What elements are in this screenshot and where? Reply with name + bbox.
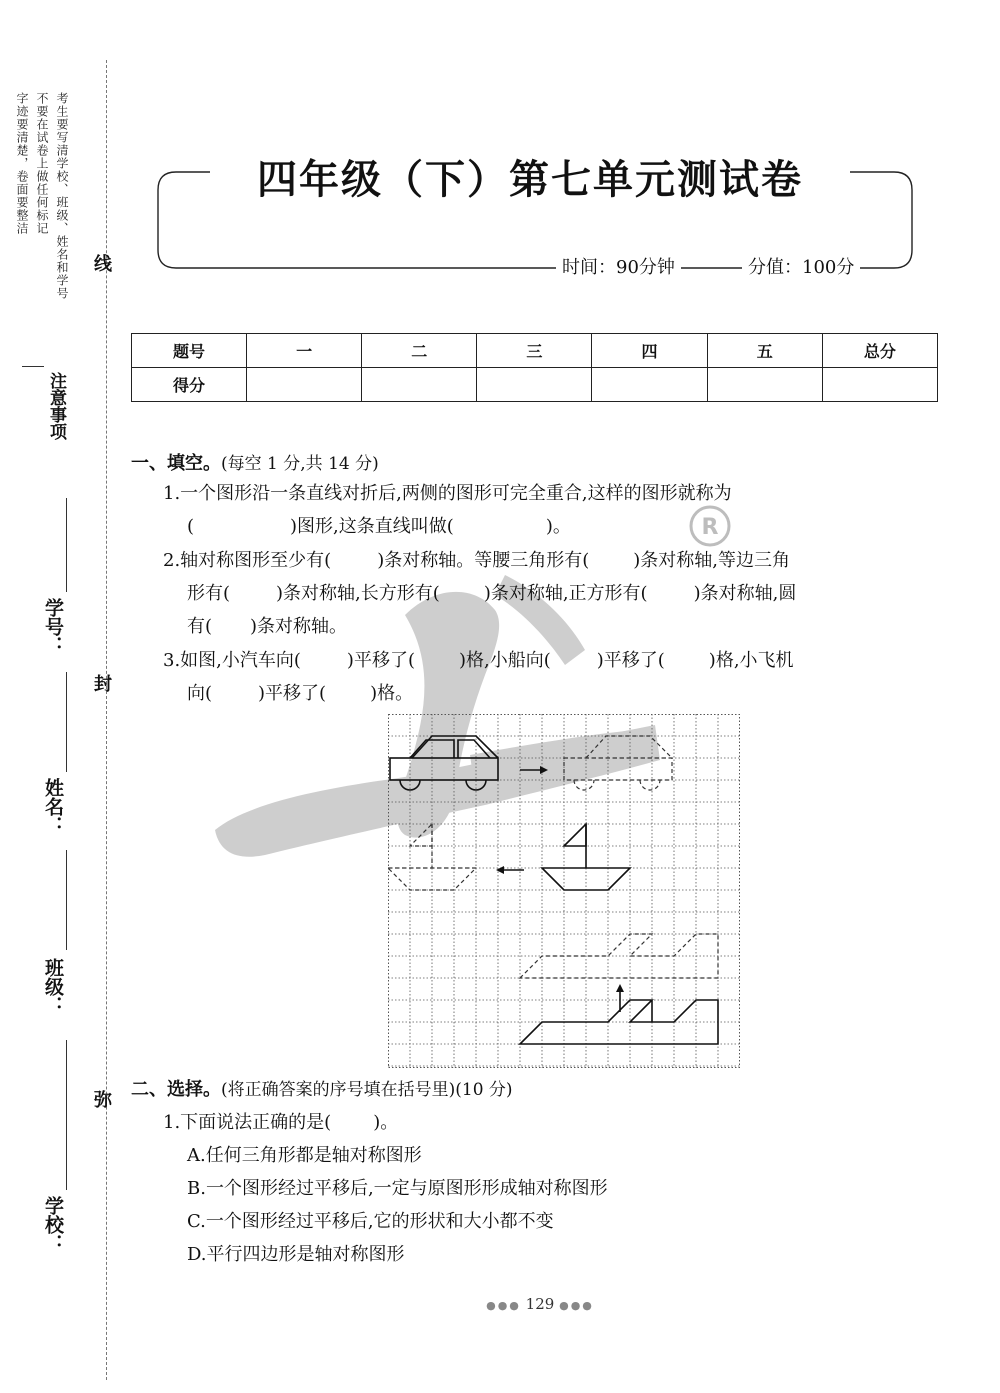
score-table	[131, 333, 938, 402]
notes-title: 注意事项	[46, 372, 66, 440]
option-b[interactable]: B.一个图形经过平移后,一定与原图形形成轴对称图形	[187, 1178, 608, 1199]
score-table-score-row	[132, 368, 938, 402]
boat-shape	[542, 824, 630, 890]
table-header-cell: 四	[592, 334, 707, 368]
grid-dotted-lines	[388, 714, 740, 1068]
student-number-input-line[interactable]	[66, 498, 67, 592]
notes-bracket	[22, 366, 44, 367]
question-1-3	[163, 644, 948, 710]
q3-text: 3.如图,小汽车向(	[163, 650, 301, 671]
q1-text: )。	[545, 516, 571, 537]
q2-line-2	[163, 577, 948, 610]
table-header-cell: 五	[707, 334, 822, 368]
page-number	[470, 1295, 610, 1313]
note-line-2: 不要在试卷上做任何标记	[35, 92, 49, 235]
school-input-line[interactable]	[66, 1040, 67, 1190]
class-input-line[interactable]	[66, 850, 67, 950]
q3-line-2	[163, 677, 948, 710]
score-cell[interactable]	[477, 368, 592, 402]
section-1-note: (每空 1 分,共 14 分)	[221, 454, 379, 474]
q2-text: 形有(	[187, 583, 231, 604]
page-number-value: 129	[525, 1295, 555, 1313]
q3-text: )格,小飞机	[708, 650, 794, 671]
score-cell[interactable]	[822, 368, 937, 402]
note-line-1: 考生要写清学校、班级、姓名和学号	[55, 92, 69, 300]
q2-text: 有(	[187, 616, 213, 637]
option-d[interactable]: D.平行四边形是轴对称图形	[187, 1244, 405, 1265]
q3-text: )格。	[370, 683, 414, 704]
car-translated-dashed	[564, 736, 672, 790]
score-cell[interactable]	[362, 368, 477, 402]
question-2-1	[163, 1106, 923, 1271]
table-header-cell: 一	[247, 334, 362, 368]
q1-line-2	[163, 510, 948, 543]
section-2-heading	[131, 1075, 513, 1101]
q2-text: )条对称轴。等腰三角形有(	[377, 550, 590, 571]
section-1-heading	[131, 449, 379, 475]
car-shape	[390, 736, 498, 790]
section-2-title: 二、选择。	[131, 1079, 221, 1100]
q1-text: )图形,这条直线叫做(	[290, 516, 454, 537]
student-name-input-line[interactable]	[66, 672, 67, 772]
student-name-label: 姓名：	[42, 778, 64, 835]
question-1-1	[163, 477, 948, 543]
q2-text: )条对称轴,正方形有(	[483, 583, 648, 604]
cut-mark-bind: 弥	[94, 1090, 112, 1111]
score-cell[interactable]	[247, 368, 362, 402]
cut-mark-seal: 封	[94, 674, 112, 695]
table-header-cell: 二	[362, 334, 477, 368]
q2-line-1	[163, 544, 948, 577]
section-2-note: (将正确答案的序号填在括号里)(10 分)	[221, 1080, 513, 1100]
q2-text: )条对称轴。	[250, 616, 348, 637]
page-title: 四年级（下）第七单元测试卷	[210, 148, 850, 205]
score-cell[interactable]	[707, 368, 822, 402]
q3-text: )格,小船向(	[458, 650, 551, 671]
q2-line-3	[163, 610, 948, 643]
question-stem-end: )。	[373, 1112, 399, 1133]
q3-text: )平移了(	[258, 683, 327, 704]
exam-time: 时间：90分钟	[556, 253, 681, 279]
table-header-cell: 题号	[132, 334, 247, 368]
q2-1-stem	[163, 1106, 923, 1139]
svg-text:R: R	[701, 515, 719, 540]
arrow-right-icon	[520, 766, 548, 774]
translation-grid-figure	[388, 714, 740, 1068]
exam-notes	[12, 92, 72, 382]
question-1-2	[163, 544, 948, 643]
exam-score-value: 分值：100分	[742, 253, 860, 279]
q2-text: )条对称轴,圆	[693, 583, 797, 604]
q2-text: )条对称轴,等边三角	[633, 550, 790, 571]
decor-dots-left: ●●●	[486, 1299, 521, 1312]
option-c[interactable]: C.一个图形经过平移后,它的形状和大小都不变	[187, 1211, 554, 1232]
score-cell[interactable]	[592, 368, 707, 402]
table-header-cell: 三	[477, 334, 592, 368]
bracket-open: (	[187, 516, 195, 537]
option-a[interactable]: A.任何三角形都是轴对称图形	[187, 1145, 422, 1166]
table-header-cell: 总分	[822, 334, 937, 368]
student-number-label: 学号：	[42, 598, 64, 655]
q3-text: )平移了(	[346, 650, 415, 671]
q2-text: 2.轴对称图形至少有(	[163, 550, 332, 571]
q3-line-1	[163, 644, 948, 677]
section-1-title: 一、填空。	[131, 453, 221, 474]
q3-text: )平移了(	[596, 650, 665, 671]
q3-text: 向(	[187, 683, 213, 704]
note-line-3: 字迹要清楚，卷面要整洁	[15, 92, 29, 235]
school-label: 学校：	[42, 1196, 64, 1253]
cut-mark-line: 线	[94, 254, 112, 275]
score-row-label: 得分	[132, 368, 247, 402]
class-label: 班级：	[42, 958, 64, 1015]
q2-text: )条对称轴,长方形有(	[276, 583, 440, 604]
boat-translated-dashed	[388, 824, 476, 890]
score-table-header-row	[132, 334, 938, 368]
q1-line-1: 1.一个图形沿一条直线对折后,两侧的图形可完全重合,这样的图形就称为	[163, 483, 732, 504]
question-stem: 1.下面说法正确的是(	[163, 1112, 332, 1133]
decor-dots-right: ●●●	[559, 1299, 594, 1312]
